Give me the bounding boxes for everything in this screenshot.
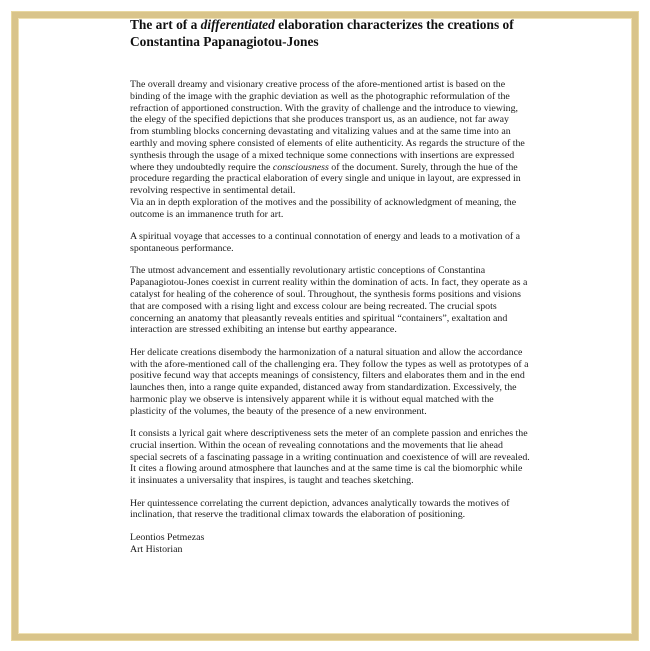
signature-name: Leontios Petmezas xyxy=(130,531,205,543)
title-prefix: The art of a xyxy=(130,17,201,32)
paragraph-1-part-1: The overall dreamy and visionary creative process of the afore-mentioned artist is based on the binding of the image with the graphic deviation as well as the photographic reformulation of the refraction of apportioned construction. With the gravity of challenge and the introduce to viewing, the elegy of the specified depictions that she produces transport us, as an audience, not far away from stumbling blocks concerning devastating and vitalizing values and at the same time into an earthly and moving sphere consisted of elements of elite authenticity. As regards the structure of the synthesis through the usage of a mixed technique some connections with insertions are expressed where they undoubtedly require the xyxy=(130,79,525,173)
paragraph-5: It consists a lyrical gait where descriptiveness sets the meter of an complete passion and enriches the crucial insertion. Within the ocean of revealing connotations and the movements that lie ahead special secrets of a fascinating passage in a writing continuation and coexistence of will are revealed. It cites a flowing around atmosphere that launches and at the same time is cal the biomorphic while it insinuates a universality that inspires, is taught and teaches sketching. xyxy=(130,428,530,487)
title-block xyxy=(130,16,525,50)
title-suffix: elaboration characterizes the creations of xyxy=(274,17,514,32)
page-title xyxy=(130,16,525,50)
paragraph-4: Her delicate creations disembody the harmonization of a natural situation and allow the accordance with the afore-mentioned call of the challenging era. They follow the types as well as prototypes of a positive fecund way that accepts meanings of consistency, filters and elaborates them and in the end launches then, into a range quite expanded, distanced away from standardization. Excessively, the harmonic play we observe is intensively apparent while it is without equal matched with the plasticity of the volumes, the beauty of the presence of a new environment. xyxy=(130,346,529,417)
paragraph-1-emphasis: consciousness xyxy=(272,161,329,173)
paragraph-1b: Via an in depth exploration of the motives and the possibility of acknowledgment of meaning, the outcome is an immanence truth for art. xyxy=(130,196,517,220)
title-line-2: Constantina Papanagiotou-Jones xyxy=(130,34,319,49)
title-emphasis: differentiated xyxy=(200,17,275,32)
paragraph-1 xyxy=(130,79,530,197)
article-body xyxy=(130,79,530,555)
paragraph-1-part-2: of the document. Surely, through the hue of the procedure regarding the practical elaboration of every single and unique in layout, are expressed in revolving respective in sentimental detail. xyxy=(130,161,521,197)
paragraph-3: The utmost advancement and essentially revolutionary artistic conceptions of Constantina Papanagiotou-Jones coexist in current reality within the domination of acts. In fact, they operate as a catalyst for healing of the coherence of soul. Throughout, the synthesis forms positions and visions that are composed with a rising light and excess colour are being recreated. The crucial spots concerning an anatomy that pleasantly reveals entities and spiritual “containers”, exaltation and interaction are stressed exhibiting an intense but earthy appearance. xyxy=(130,265,528,336)
paragraph-6: Her quintessence correlating the current depiction, advances analytically towards the motives of inclination, that reserve the traditional climax towards the elaboration of positioning. xyxy=(130,497,510,521)
signature-block xyxy=(130,532,530,556)
paragraph-2: A spiritual voyage that accesses to a continual connotation of energy and leads to a motivation of a spontaneous performance. xyxy=(130,231,521,254)
signature-role: Art Historian xyxy=(130,543,183,555)
